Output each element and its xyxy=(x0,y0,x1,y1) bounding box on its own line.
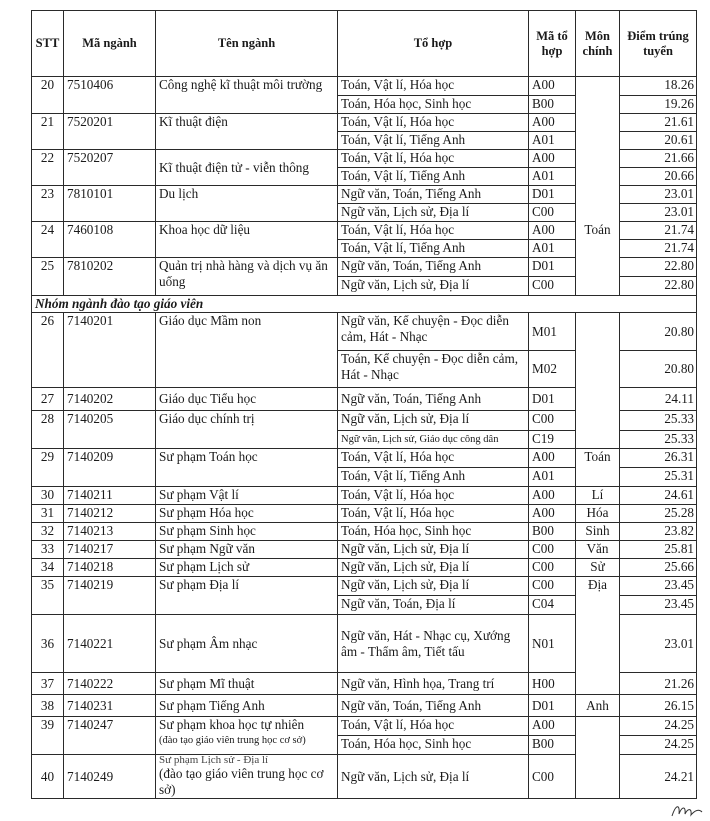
table-row xyxy=(32,541,697,559)
table-row xyxy=(32,673,697,695)
row-combo-code: N01 xyxy=(529,615,576,673)
row-combo: Ngữ văn, Toán, Tiếng Anh xyxy=(338,258,529,277)
row-stt: 25 xyxy=(32,258,64,296)
row-main-subject xyxy=(576,411,620,431)
row-combo: Toán, Vật lí, Tiếng Anh xyxy=(338,132,529,150)
row-combo: Toán, Hóa học, Sinh học xyxy=(338,96,529,114)
row-main-subject xyxy=(576,673,620,695)
table-row xyxy=(32,388,697,411)
row-stt: 39 xyxy=(32,717,64,755)
row-main-subject xyxy=(576,468,620,487)
row-combo: Ngữ văn, Lịch sử, Địa lí xyxy=(338,541,529,559)
row-main-subject xyxy=(576,736,620,755)
row-name: Sư phạm Ngữ văn xyxy=(156,541,338,559)
row-name: Sư phạm Mĩ thuật xyxy=(156,673,338,695)
row-score: 23.01 xyxy=(620,186,697,204)
row-main-subject xyxy=(576,313,620,351)
signature-mark xyxy=(670,800,704,820)
row-combo: Toán, Vật lí, Hóa học xyxy=(338,505,529,523)
row-combo-code: A00 xyxy=(529,150,576,168)
row-name: Sư phạm Địa lí xyxy=(156,577,338,615)
row-stt: 33 xyxy=(32,541,64,559)
row-combo: Toán, Vật lí, Tiếng Anh xyxy=(338,468,529,487)
row-score: 24.25 xyxy=(620,717,697,736)
row-code: 7810101 xyxy=(64,186,156,222)
row-score: 23.82 xyxy=(620,523,697,541)
row-score: 24.11 xyxy=(620,388,697,411)
row-combo-code: M01 xyxy=(529,313,576,351)
table-row xyxy=(32,114,697,132)
row-combo: Ngữ văn, Toán, Tiếng Anh xyxy=(338,388,529,411)
row-stt: 21 xyxy=(32,114,64,150)
table-row xyxy=(32,505,697,523)
row-main-subject xyxy=(576,431,620,449)
row-main-subject: Hóa xyxy=(576,505,620,523)
row-score: 24.21 xyxy=(620,755,697,799)
row-code: 7140202 xyxy=(64,388,156,411)
row-name-note: (đào tạo giáo viên trung học cơ sở) xyxy=(159,766,324,797)
row-main-subject: Toán xyxy=(576,449,620,468)
row-stt: 29 xyxy=(32,449,64,487)
row-score: 26.31 xyxy=(620,449,697,468)
row-code: 7140201 xyxy=(64,313,156,388)
table-row xyxy=(32,695,697,717)
row-code: 7140211 xyxy=(64,487,156,505)
row-stt: 27 xyxy=(32,388,64,411)
row-stt: 37 xyxy=(32,673,64,695)
table-row xyxy=(32,150,697,168)
row-name: Giáo dục Mầm non xyxy=(156,313,338,388)
row-name: Sư phạm Âm nhạc xyxy=(156,615,338,673)
row-stt: 34 xyxy=(32,559,64,577)
row-main-subject xyxy=(576,168,620,186)
row-stt: 30 xyxy=(32,487,64,505)
row-code: 7140209 xyxy=(64,449,156,487)
row-code: 7140217 xyxy=(64,541,156,559)
row-combo: Toán, Vật lí, Hóa học xyxy=(338,487,529,505)
row-combo-code: C00 xyxy=(529,411,576,431)
row-score: 24.25 xyxy=(620,736,697,755)
row-score: 25.81 xyxy=(620,541,697,559)
row-main-subject: Sử xyxy=(576,559,620,577)
row-score: 21.74 xyxy=(620,240,697,258)
row-combo-code: A00 xyxy=(529,222,576,240)
row-combo: Ngữ văn, Lịch sử, Địa lí xyxy=(338,411,529,431)
row-combo: Ngữ văn, Lịch sử, Địa lí xyxy=(338,559,529,577)
row-code: 7460108 xyxy=(64,222,156,258)
row-combo: Ngữ văn, Hình họa, Trang trí xyxy=(338,673,529,695)
row-stt: 38 xyxy=(32,695,64,717)
row-score: 22.80 xyxy=(620,258,697,277)
row-name-cell xyxy=(156,717,338,755)
header-main-subject: Môn chính xyxy=(576,11,620,77)
row-name-cell xyxy=(156,755,338,799)
row-stt: 23 xyxy=(32,186,64,222)
table-row xyxy=(32,487,697,505)
row-combo: Toán, Vật lí, Hóa học xyxy=(338,222,529,240)
table-row xyxy=(32,615,697,673)
row-name: Quản trị nhà hàng và dịch vụ ăn uống xyxy=(156,258,338,296)
row-combo-code: B00 xyxy=(529,523,576,541)
row-score: 25.31 xyxy=(620,468,697,487)
row-combo-code: H00 xyxy=(529,673,576,695)
row-score: 25.28 xyxy=(620,505,697,523)
row-combo-code: C00 xyxy=(529,541,576,559)
row-stt: 20 xyxy=(32,77,64,114)
row-code: 7140221 xyxy=(64,615,156,673)
row-combo-code: A00 xyxy=(529,114,576,132)
row-name: Sư phạm khoa học tự nhiên xyxy=(159,717,305,732)
row-code: 7140249 xyxy=(64,755,156,799)
row-combo-code: C00 xyxy=(529,559,576,577)
row-combo: Toán, Hóa học, Sinh học xyxy=(338,736,529,755)
row-combo: Toán, Vật lí, Hóa học xyxy=(338,114,529,132)
row-combo-code: C00 xyxy=(529,577,576,596)
row-score: 22.80 xyxy=(620,277,697,296)
row-score: 21.61 xyxy=(620,114,697,132)
row-main-subject xyxy=(576,150,620,168)
header-stt: STT xyxy=(32,11,64,77)
row-score: 21.26 xyxy=(620,673,697,695)
row-main-subject xyxy=(576,114,620,132)
table-row xyxy=(32,186,697,204)
row-main-subject: Anh xyxy=(576,695,620,717)
row-name-note: (đào tạo giáo viên trung học cơ sở) xyxy=(159,735,306,746)
header-combo-code: Mã tổ hợp xyxy=(529,11,576,77)
row-combo-code: D01 xyxy=(529,695,576,717)
row-score: 18.26 xyxy=(620,77,697,96)
table-row xyxy=(32,559,697,577)
row-stt: 35 xyxy=(32,577,64,615)
row-main-subject xyxy=(576,240,620,258)
section-row xyxy=(32,296,697,313)
row-name: Khoa học dữ liệu xyxy=(156,222,338,258)
row-name: Giáo dục Tiểu học xyxy=(156,388,338,411)
row-stt: 32 xyxy=(32,523,64,541)
row-combo-code: A00 xyxy=(529,449,576,468)
row-code: 7520207 xyxy=(64,150,156,186)
row-name: Sư phạm Tiếng Anh xyxy=(156,695,338,717)
table-row xyxy=(32,717,697,736)
row-combo: Toán, Hóa học, Sinh học xyxy=(338,523,529,541)
row-name: Sư phạm Toán học xyxy=(156,449,338,487)
row-combo-code: C19 xyxy=(529,431,576,449)
row-main-subject: Lí xyxy=(576,487,620,505)
table-row xyxy=(32,411,697,431)
row-code: 7140222 xyxy=(64,673,156,695)
row-combo-code: C00 xyxy=(529,204,576,222)
row-score: 19.26 xyxy=(620,96,697,114)
row-combo: Toán, Kể chuyện - Đọc diễn cảm, Hát - Nhạc xyxy=(338,351,529,388)
row-combo: Ngữ văn, Lịch sử, Địa lí xyxy=(338,577,529,596)
row-name: Du lịch xyxy=(156,186,338,222)
row-name: Công nghệ kĩ thuật môi trường xyxy=(156,77,338,114)
header-score: Điểm trúng tuyển xyxy=(620,11,697,77)
table-row xyxy=(32,449,697,468)
row-score: 20.61 xyxy=(620,132,697,150)
row-stt: 26 xyxy=(32,313,64,388)
row-main-subject xyxy=(576,96,620,114)
admission-score-table xyxy=(31,10,697,799)
row-score: 23.45 xyxy=(620,596,697,615)
row-score: 20.66 xyxy=(620,168,697,186)
table-row xyxy=(32,258,697,277)
row-combo-code: D01 xyxy=(529,388,576,411)
row-code: 7140219 xyxy=(64,577,156,615)
row-score: 23.45 xyxy=(620,577,697,596)
row-stt: 28 xyxy=(32,411,64,449)
section-title: Nhóm ngành đào tạo giáo viên xyxy=(32,296,697,313)
row-stt: 36 xyxy=(32,615,64,673)
row-code: 7140205 xyxy=(64,411,156,449)
header-combo: Tổ hợp xyxy=(338,11,529,77)
row-combo-code: A00 xyxy=(529,505,576,523)
row-score: 25.33 xyxy=(620,411,697,431)
row-code: 7140212 xyxy=(64,505,156,523)
row-main-subject xyxy=(576,204,620,222)
row-code: 7510406 xyxy=(64,77,156,114)
row-combo: Toán, Vật lí, Hóa học xyxy=(338,77,529,96)
row-combo: Toán, Vật lí, Tiếng Anh xyxy=(338,240,529,258)
row-combo: Ngữ văn, Lịch sử, Địa lí xyxy=(338,204,529,222)
row-name: Sư phạm Lịch sử - Địa lí xyxy=(159,754,269,766)
row-main-subject: Sinh xyxy=(576,523,620,541)
row-main-subject xyxy=(576,388,620,411)
row-stt: 24 xyxy=(32,222,64,258)
row-combo: Ngữ văn, Lịch sử, Giáo dục công dân xyxy=(338,431,529,449)
row-combo-code: C00 xyxy=(529,277,576,296)
row-combo-code: A01 xyxy=(529,468,576,487)
row-name: Sư phạm Sinh học xyxy=(156,523,338,541)
row-code: 7520201 xyxy=(64,114,156,150)
row-combo-code: A01 xyxy=(529,240,576,258)
table-row xyxy=(32,755,697,799)
table-header-row xyxy=(32,11,697,77)
row-combo-code: D01 xyxy=(529,258,576,277)
row-main-subject xyxy=(576,755,620,799)
row-combo-code: A00 xyxy=(529,717,576,736)
row-code: 7140218 xyxy=(64,559,156,577)
row-combo-code: D01 xyxy=(529,186,576,204)
row-score: 21.66 xyxy=(620,150,697,168)
row-combo: Toán, Vật lí, Hóa học xyxy=(338,449,529,468)
row-stt: 40 xyxy=(32,755,64,799)
row-score: 26.15 xyxy=(620,695,697,717)
row-name: Kĩ thuật điện xyxy=(156,114,338,150)
row-combo-code: A00 xyxy=(529,487,576,505)
row-score: 25.33 xyxy=(620,431,697,449)
table-row xyxy=(32,523,697,541)
header-name: Tên ngành xyxy=(156,11,338,77)
row-code: 7140231 xyxy=(64,695,156,717)
row-main-subject xyxy=(576,277,620,296)
row-code: 7810202 xyxy=(64,258,156,296)
row-main-subject xyxy=(576,258,620,277)
row-combo: Ngữ văn, Toán, Tiếng Anh xyxy=(338,186,529,204)
row-score: 20.80 xyxy=(620,313,697,351)
row-combo: Ngữ văn, Lịch sử, Địa lí xyxy=(338,755,529,799)
row-combo: Ngữ văn, Kể chuyện - Đọc diễn cảm, Hát - Nhạc xyxy=(338,313,529,351)
row-combo-code: C00 xyxy=(529,755,576,799)
row-name: Kĩ thuật điện tử - viễn thông xyxy=(156,150,338,186)
row-main-subject xyxy=(576,351,620,388)
row-combo-code: B00 xyxy=(529,736,576,755)
table-row xyxy=(32,577,697,596)
row-stt: 22 xyxy=(32,150,64,186)
row-score: 23.01 xyxy=(620,204,697,222)
row-name: Sư phạm Hóa học xyxy=(156,505,338,523)
row-main-subject xyxy=(576,615,620,673)
table-row xyxy=(32,222,697,240)
row-combo-code: M02 xyxy=(529,351,576,388)
table-row xyxy=(32,77,697,96)
header-code: Mã ngành xyxy=(64,11,156,77)
row-main-subject xyxy=(576,596,620,615)
row-main-subject: Địa xyxy=(576,577,620,596)
row-combo: Ngữ văn, Hát - Nhạc cụ, Xướng âm - Thẩm âm, Tiết tấu xyxy=(338,615,529,673)
row-combo: Toán, Vật lí, Tiếng Anh xyxy=(338,168,529,186)
row-main-subject xyxy=(576,717,620,736)
row-main-subject xyxy=(576,186,620,204)
row-code: 7140247 xyxy=(64,717,156,755)
row-combo: Ngữ văn, Toán, Địa lí xyxy=(338,596,529,615)
row-name: Sư phạm Lịch sử xyxy=(156,559,338,577)
row-score: 20.80 xyxy=(620,351,697,388)
row-code: 7140213 xyxy=(64,523,156,541)
row-combo-code: B00 xyxy=(529,96,576,114)
row-main-subject: Toán xyxy=(576,222,620,240)
row-name: Sư phạm Vật lí xyxy=(156,487,338,505)
row-score: 23.01 xyxy=(620,615,697,673)
row-main-subject xyxy=(576,77,620,96)
row-combo: Ngữ văn, Lịch sử, Địa lí xyxy=(338,277,529,296)
row-combo: Toán, Vật lí, Hóa học xyxy=(338,150,529,168)
row-combo-code: A01 xyxy=(529,132,576,150)
row-score: 21.74 xyxy=(620,222,697,240)
row-combo-code: C04 xyxy=(529,596,576,615)
row-name: Giáo dục chính trị xyxy=(156,411,338,449)
row-stt: 31 xyxy=(32,505,64,523)
row-main-subject xyxy=(576,132,620,150)
row-combo-code: A00 xyxy=(529,77,576,96)
row-combo: Toán, Vật lí, Hóa học xyxy=(338,717,529,736)
row-combo-code: A01 xyxy=(529,168,576,186)
row-score: 24.61 xyxy=(620,487,697,505)
row-score: 25.66 xyxy=(620,559,697,577)
row-main-subject: Văn xyxy=(576,541,620,559)
table-row xyxy=(32,313,697,351)
row-combo: Ngữ văn, Toán, Tiếng Anh xyxy=(338,695,529,717)
